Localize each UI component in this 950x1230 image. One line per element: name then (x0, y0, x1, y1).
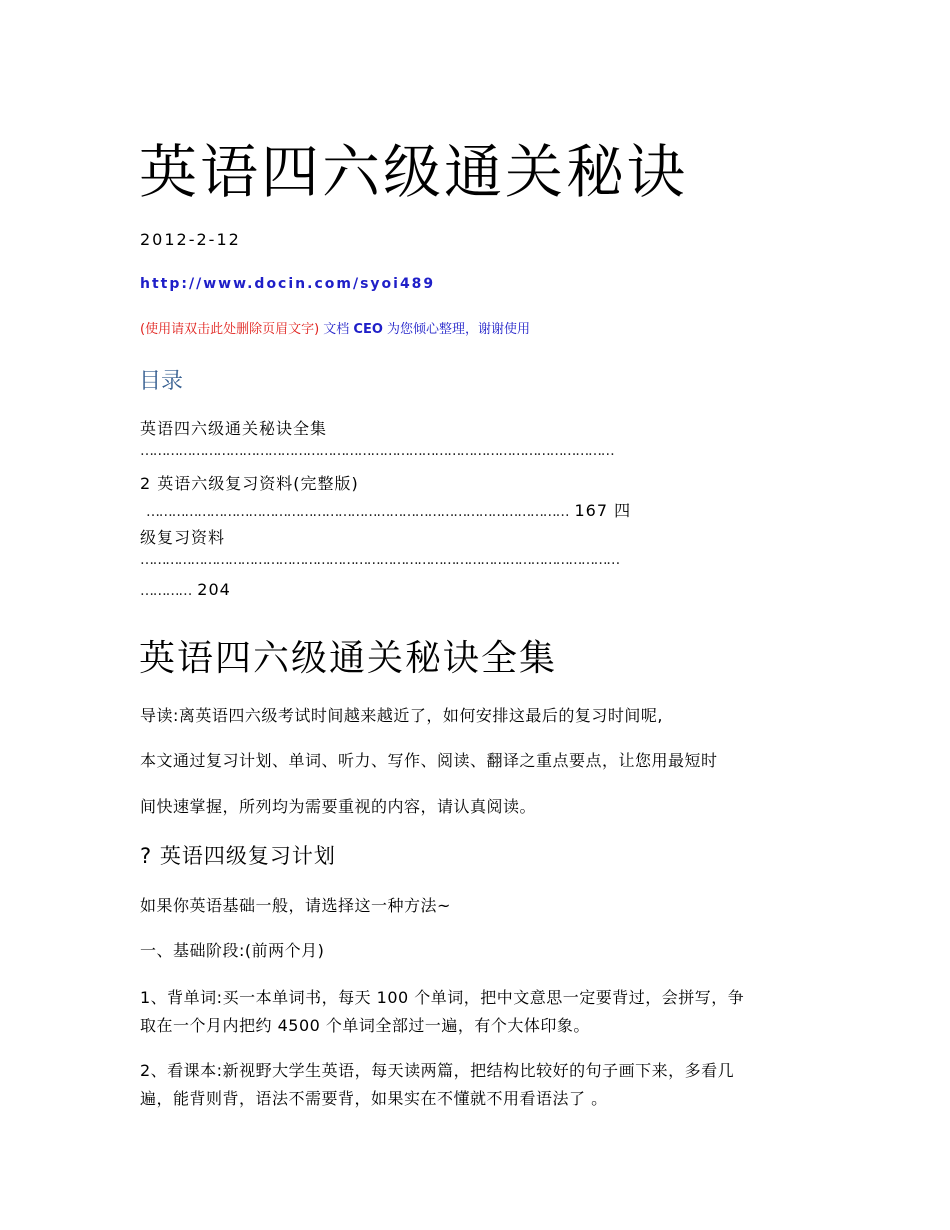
intro-line-2: 本文通过复习计划、单词、听力、写作、阅读、翻译之重点要点，让您用最短时 (140, 751, 718, 770)
toc-page-2: 167 四 (574, 501, 632, 520)
intro-line-1: 导读:离英语四六级考试时间越来越近了，如何安排这最后的复习时间呢, (140, 706, 663, 725)
notice-blue-pre: 文档 (319, 322, 354, 337)
paragraph-3-line-2: 取在一个月内把约 4500 个单词全部过一遍，有个大体印象。 (140, 1016, 590, 1035)
paragraph-4-line-1: 2、看课本:新视野大学生英语，每天读两篇，把结构比较好的句子画下来，多看几 (140, 1061, 735, 1080)
document-title: 英语四六级通关秘诀 (139, 138, 689, 206)
paragraph-2: 一、基础阶段:(前两个月) (140, 941, 325, 960)
toc-heading: 目录 (139, 369, 184, 394)
section-heading: 英语四六级通关秘诀全集 (139, 638, 558, 679)
toc-page-3: 204 (197, 580, 231, 599)
toc-leader-1: ………………………………………………………………………………………………… (140, 443, 614, 459)
source-link[interactable]: http://www.docin.com/syoi489 (140, 276, 436, 292)
toc-entry-3-row (140, 580, 231, 599)
notice-blue-post: 为您倾心整理，谢谢使用 (382, 322, 531, 337)
toc-entry-1[interactable]: 英语四六级通关秘诀全集 (140, 419, 328, 438)
paragraph-4-line-2: 遍，能背则背，语法不需要背，如果实在不懂就不用看语法了 。 (140, 1089, 608, 1108)
toc-leader-3b: ………… (140, 583, 192, 599)
toc-entry-2-row (146, 498, 631, 521)
notice-ceo: CEO (353, 322, 383, 337)
toc-leader-3: …………………………………………………………………………………………………… (140, 552, 619, 568)
intro-line-3: 间快速掌握，所列均为需要重视的内容，请认真阅读。 (140, 797, 537, 816)
document-date: 2012-2-12 (140, 230, 241, 249)
paragraph-1: 如果你英语基础一般，请选择这一种方法~ (140, 896, 451, 915)
subheading: ? 英语四级复习计划 (140, 844, 336, 868)
toc-entry-3[interactable]: 级复习资料 (140, 528, 226, 547)
paragraph-3-line-1: 1、背单词:买一本单词书，每天 100 个单词，把中文意思一定要背过，会拼写，争 (140, 988, 745, 1007)
notice-red-text: (使用请双击此处删除页眉文字) (140, 322, 320, 337)
toc-leader-2: ……………………………………………………………………………………… (146, 504, 569, 520)
header-notice[interactable] (140, 318, 530, 337)
toc-entry-2[interactable]: 2 英语六级复习资料(完整版) (140, 474, 359, 493)
